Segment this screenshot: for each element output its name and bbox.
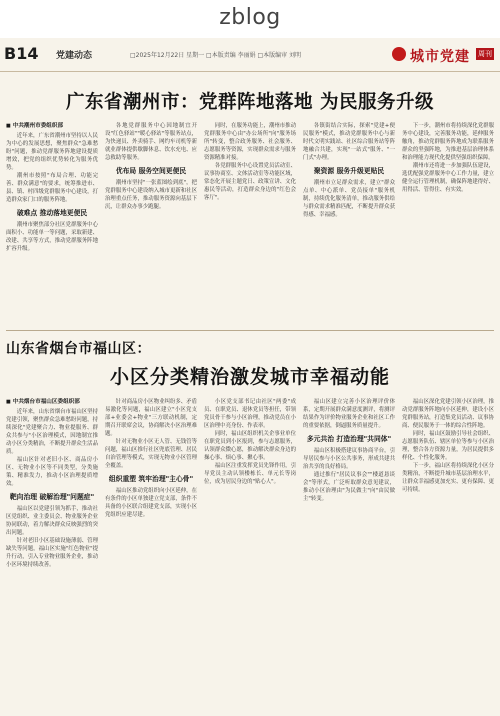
article-paragraph: 福山区推动党组织向小区延伸，在有条件的小区单独建立党支部，条件不具备的小区联合组建党支部，实现小区党组织应建尽建。 <box>105 488 197 518</box>
blog-brand[interactable]: zblog <box>219 5 281 30</box>
article-paragraph: 福山区建立完善小区治理评价体系，定期开展群众满意度测评，将测评结果作为评价物业服务企业和社区工作的重要依据，倒逼服务质量提升。 <box>303 399 395 429</box>
article-paragraph: 近年来，山东省烟台市福山区坚持党建引领，聚焦群众急难愁盼问题，持续深化"党建聚合力、物业提服务、群众共参与"小区治理模式，因地制宜推动小区分类精治，不断提升群众生活品质。 <box>6 409 98 455</box>
article-paragraph: 福山区深化党建引领小区治理，推动党群服务阵地向小区延伸，建设小区党群服务站，打造集党员活动、议事协商、便民服务于一体的综合性阵地。 <box>402 399 494 429</box>
article-paragraph: 各地党群服务中心因地制宜开设"红色驿站""暖心驿站"等服务站点，为快递员、外卖骑手、网约车司机等新就业群体提供歇脚休息、饮水充电、应急救助等服务。 <box>105 123 197 161</box>
article-subheading: 多元共治 打造治理"共同体" <box>306 435 392 443</box>
article-paragraph: 通过推行"居民议事会""楼道恳谈会"等形式，广泛听取群众意见建议，推动小区治理由"为民做主"向"由民做主"转变。 <box>303 472 395 502</box>
article-byline: ■ 中共烟台市福山区委组织部 <box>6 398 98 406</box>
paper-logo-name: 城市党建 <box>410 49 470 65</box>
article-paragraph: 福山区注重发挥党员先锋作用，引导党员主动认领楼栋长、单元长等岗位，成为居民身边的"贴心人"。 <box>204 463 296 485</box>
article-column <box>402 398 494 710</box>
article-subheading: 聚资源 服务升级更贴民 <box>313 167 385 175</box>
article-paragraph: 各党群服务中心设置党员活动室、议事协商室、文体活动室等功能区域，常态化开展主题党日、政策宣讲、文化惠民等活动，打造群众身边的"红色会客厅"。 <box>204 163 296 201</box>
article-column <box>6 122 98 328</box>
party-emblem-icon <box>392 47 406 61</box>
article-subheading: 组织重塑 筑牢治理"主心骨" <box>108 475 194 483</box>
article-paragraph: 下一步，福山区将持续深化小区分类精治，不断提升城市基层治理水平，让群众幸福感更加充实、更有保障、更可持续。 <box>402 463 494 493</box>
article-paragraph: 针对无物业小区无人管、无钱管等问题，福山区推行社区兜底管理、居民自治管理等模式，实现无物业小区管理全覆盖。 <box>105 439 197 469</box>
article-byline: ■ 中共潮州市委组织部 <box>6 122 98 130</box>
story2-kicker: 山东省烟台市福山区： <box>6 341 151 357</box>
article-paragraph: 针对老旧小区基础设施薄弱、管理缺失等问题，福山区实施"红色物业"提升行动，引入专业物业服务企业，推动小区环境持续改善。 <box>6 538 98 568</box>
article-paragraph: 潮州市坚持"一张蓝图绘到底"，把党群服务中心建设纳入城市更新和社区治理重点任务，推动服务资源向基层下沉，让群众办事少跑腿。 <box>105 180 197 210</box>
article-paragraph: 近年来，广东省潮州市坚持以人民为中心的发展思想，聚焦群众"急难愁盼"问题，推动党群服务阵地建设提质增效，把党的组织优势转化为服务优势。 <box>6 133 98 171</box>
article-column <box>204 122 296 328</box>
article-paragraph: 福山区以党建引领为抓手，推动社区党组织、业主委员会、物业服务企业协同联动，着力解决群众反映强烈的突出问题。 <box>6 506 98 536</box>
article-paragraph: 潮州市还将进一步加强队伍建设，选优配强党群服务中心工作力量，建立健全运行管理机制，确保阵地建得好、用得活、管得住、有实效。 <box>402 163 494 193</box>
page-number: B14 <box>4 44 39 63</box>
article-paragraph: 小区党支部书记由社区"两委"成员、在职党员、退休党员等担任，带领党员骨干参与小区治理，推动党员在小区治理中亮身份、作表率。 <box>204 399 296 429</box>
story1-headline: 广东省潮州市：党群阵地落地 为民服务升级 <box>66 92 434 113</box>
article-paragraph: 同时，福山区组织机关企事业单位在职党员到小区报到，参与志愿服务，认领群众微心愿，推动解决群众身边的操心事、烦心事、揪心事。 <box>204 431 296 461</box>
article-column <box>105 122 197 328</box>
story1-body <box>6 122 494 332</box>
paper-logo <box>392 46 496 66</box>
article-paragraph: 各镇街结合实际，探索"党建+便民服务"模式，推动党群服务中心与新时代文明实践站、社区综合服务站等阵地融合共建，实现"一站式"服务、"一门式"办理。 <box>303 123 395 161</box>
article-paragraph: 同时，福山区鼓励引导社会组织、志愿服务队伍、辖区单位等参与小区治理，整合各方资源力量，为居民提供多样化、个性化服务。 <box>402 431 494 461</box>
article-paragraph: 同时，在服务功能上，潮州市推动党群服务中心由"办公场所"向"服务场所"转变，整合政务服务、社会服务、志愿服务等资源，实现群众需求与服务资源精准对接。 <box>204 123 296 161</box>
article-paragraph: 潮州市聚焦部分社区党群服务中心面积小、功能单一等问题，采取新建、改建、共享等方式，推动党群服务阵地扩容升级。 <box>6 222 98 252</box>
article-column <box>105 398 197 710</box>
story2-body <box>6 398 494 712</box>
article-subheading: 优布局 服务空间更便民 <box>115 167 187 175</box>
story2-headline: 小区分类精治激发城市幸福动能 <box>109 366 390 388</box>
edition-line: □2025年12月22日 星期一 □本版责编 李丽娟 □本版编审 刘明 <box>130 52 302 59</box>
section-name: 党建动态 <box>56 51 93 61</box>
masthead <box>0 38 500 72</box>
article-paragraph: 针对商品房小区物业纠纷多、矛盾易激化等问题，福山区建立"小区党支部+业委会+物业"三方联动机制，定期召开联席会议，协商解决小区治理难题。 <box>105 399 197 437</box>
article-paragraph: 下一步，潮州市将持续深化党群服务中心建设，完善服务功能，延伸服务触角，推动党群服务阵地成为联系服务群众的坚强阵地，为推进基层治理体系和治理能力现代化提供坚强组织保障。 <box>402 123 494 161</box>
story2-headline-block <box>6 338 494 389</box>
article-paragraph: 潮州市立足群众需求，建立"群众点单、中心派单、党员接单"服务机制，持续优化服务清单，推动服务供给与群众需求精准匹配，不断提升群众获得感、幸福感。 <box>303 180 395 218</box>
article-paragraph: 福山区积极搭建议事协商平台，引导居民参与小区公共事务，形成共建共治共享的良好格局。 <box>303 448 395 470</box>
article-subheading: 靶向治理 破解治理"问题症" <box>9 493 95 501</box>
article-paragraph: 福山区针对老旧小区、商品房小区、无物业小区等不同类型，分类施策、精准发力，推动小区治理提质增效。 <box>6 457 98 487</box>
article-subheading: 破难点 推动落地更便民 <box>16 209 88 217</box>
story-divider <box>6 330 494 331</box>
article-column <box>303 122 395 328</box>
article-column <box>402 122 494 328</box>
article-paragraph: 潮州市按照"布局合理、功能完善、群众满意"的要求，统筹推进市、县、镇、村四级党群服务中心建设，打造群众家门口的服务阵地。 <box>6 173 98 203</box>
newspaper-page <box>0 38 500 716</box>
article-column <box>204 398 296 710</box>
paper-logo-tag: 周刊 <box>478 50 492 58</box>
article-column <box>303 398 395 710</box>
article-column <box>6 398 98 710</box>
blog-topbar <box>0 0 500 38</box>
